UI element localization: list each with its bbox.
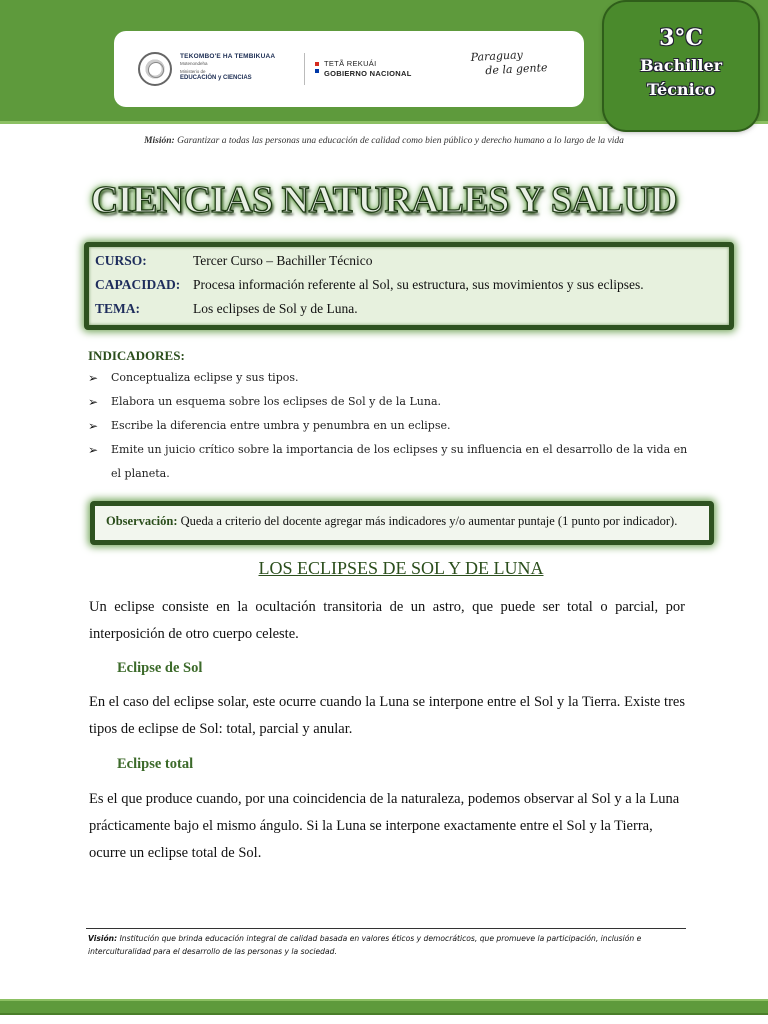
ministry-logo-line2: Motenondeha [180, 61, 208, 66]
mission-text: Garantizar a todas las personas una educación de calidad como bien público y derecho humano a lo largo de la vida [177, 136, 624, 146]
list-item [88, 390, 688, 414]
grade-line2: Bachiller [639, 56, 723, 75]
flag-marks-icon [315, 62, 319, 76]
ministry-logo-line1: TEKOMBO'E HA TEMBIKUAA [180, 53, 276, 60]
logo-banner [114, 31, 584, 107]
slogan-line1: Paraguay [470, 48, 524, 64]
government-logo-line2: GOBIERNO NACIONAL [324, 69, 412, 78]
tema-label: TEMA: [95, 301, 140, 316]
course-info-box [84, 242, 734, 330]
government-logo-line1: TETÃ REKUÁI [324, 59, 377, 68]
indicator-text: Conceptualiza eclipse y sus tipos. [111, 371, 299, 384]
capacidad-label: CAPACIDAD: [95, 277, 181, 292]
indicator-text: Escribe la diferencia entre umbra y penumbra en un eclipse. [111, 419, 451, 432]
grade-line3: Técnico [646, 80, 716, 99]
mission-statement [0, 136, 768, 146]
mission-label: Misión: [144, 136, 175, 146]
grade-badge [604, 2, 758, 130]
grade-level: 3°C [659, 25, 703, 51]
government-logo [324, 59, 412, 78]
subheading-eclipse-total: Eclipse total [117, 756, 194, 772]
arrow-bullet-icon: ➢ [88, 419, 99, 433]
arrow-bullet-icon: ➢ [88, 371, 99, 385]
logo-divider [304, 53, 305, 85]
indicator-text: Elabora un esquema sobre los eclipses de Sol y de la Luna. [111, 395, 442, 408]
ministry-logo-line4: EDUCACIÓN y CIENCIAS [180, 75, 252, 81]
slogan-logo [470, 47, 548, 79]
slogan-line2: de la gente [485, 61, 548, 78]
intro-paragraph: Un eclipse consiste en la ocultación transitoria de un astro, que puede ser total o parcial, por interposición de otro cuerpo celeste. [89, 599, 685, 642]
observation-text: Queda a criterio del docente agregar más indicadores y/o aumentar puntaje (1 punto por indicador). [180, 514, 678, 528]
footer-divider [86, 928, 686, 929]
list-item [88, 438, 688, 486]
arrow-bullet-icon: ➢ [88, 395, 99, 409]
observation-box [90, 501, 714, 545]
indicators-list [88, 366, 688, 486]
vision-statement [88, 932, 688, 958]
capacidad-value: Procesa información referente al Sol, su estructura, sus movimientos y sus eclipses. [193, 277, 644, 292]
subheading-eclipse-sol: Eclipse de Sol [117, 660, 203, 676]
vision-label: Visión: [88, 934, 118, 943]
ministry-logo [180, 53, 275, 81]
vision-text: Institución que brinda educación integral de calidad basada en valores éticos y democráticos, que promueve la participación, inclusión e interculturalidad para el desarrollo de las personas y la sociedad. [88, 934, 642, 956]
section-title: LOS ECLIPSES DE SOL Y DE LUNA [258, 558, 544, 578]
observation-content [106, 514, 677, 529]
paragraph-eclipse-sol: En el caso del eclipse solar, este ocurre cuando la Luna se interpone entre el Sol y la Tierra. Existe tres tipos de eclipse de Sol: total, parcial y anular. [89, 694, 685, 737]
arrow-bullet-icon: ➢ [88, 443, 99, 457]
paragraph-eclipse-total: Es el que produce cuando, por una coincidencia de la naturaleza, podemos observar al Sol y a la Luna prácticamente bajo el mismo ángulo. Si la Luna se interpone exactamente entre el Sol y la Tierra, ocurre un eclipse total de Sol. [89, 791, 680, 861]
indicators-title: INDICADORES: [88, 348, 185, 363]
observation-label: Observación: [106, 514, 178, 528]
tema-value: Los eclipses de Sol y de Luna. [193, 301, 358, 316]
indicator-text: Emite un juicio crítico sobre la importancia de los eclipses y su influencia en el desarrollo de la vida en el planeta. [111, 443, 688, 480]
list-item [88, 414, 688, 438]
curso-value: Tercer Curso – Bachiller Técnico [193, 253, 373, 268]
page-title: CIENCIAS NATURALES Y SALUD [90, 179, 678, 221]
curso-label: CURSO: [95, 253, 147, 268]
national-seal-icon [138, 52, 172, 86]
ministry-logo-line3: Ministerio de [180, 69, 206, 74]
footer-band [0, 999, 768, 1015]
list-item [88, 366, 688, 390]
